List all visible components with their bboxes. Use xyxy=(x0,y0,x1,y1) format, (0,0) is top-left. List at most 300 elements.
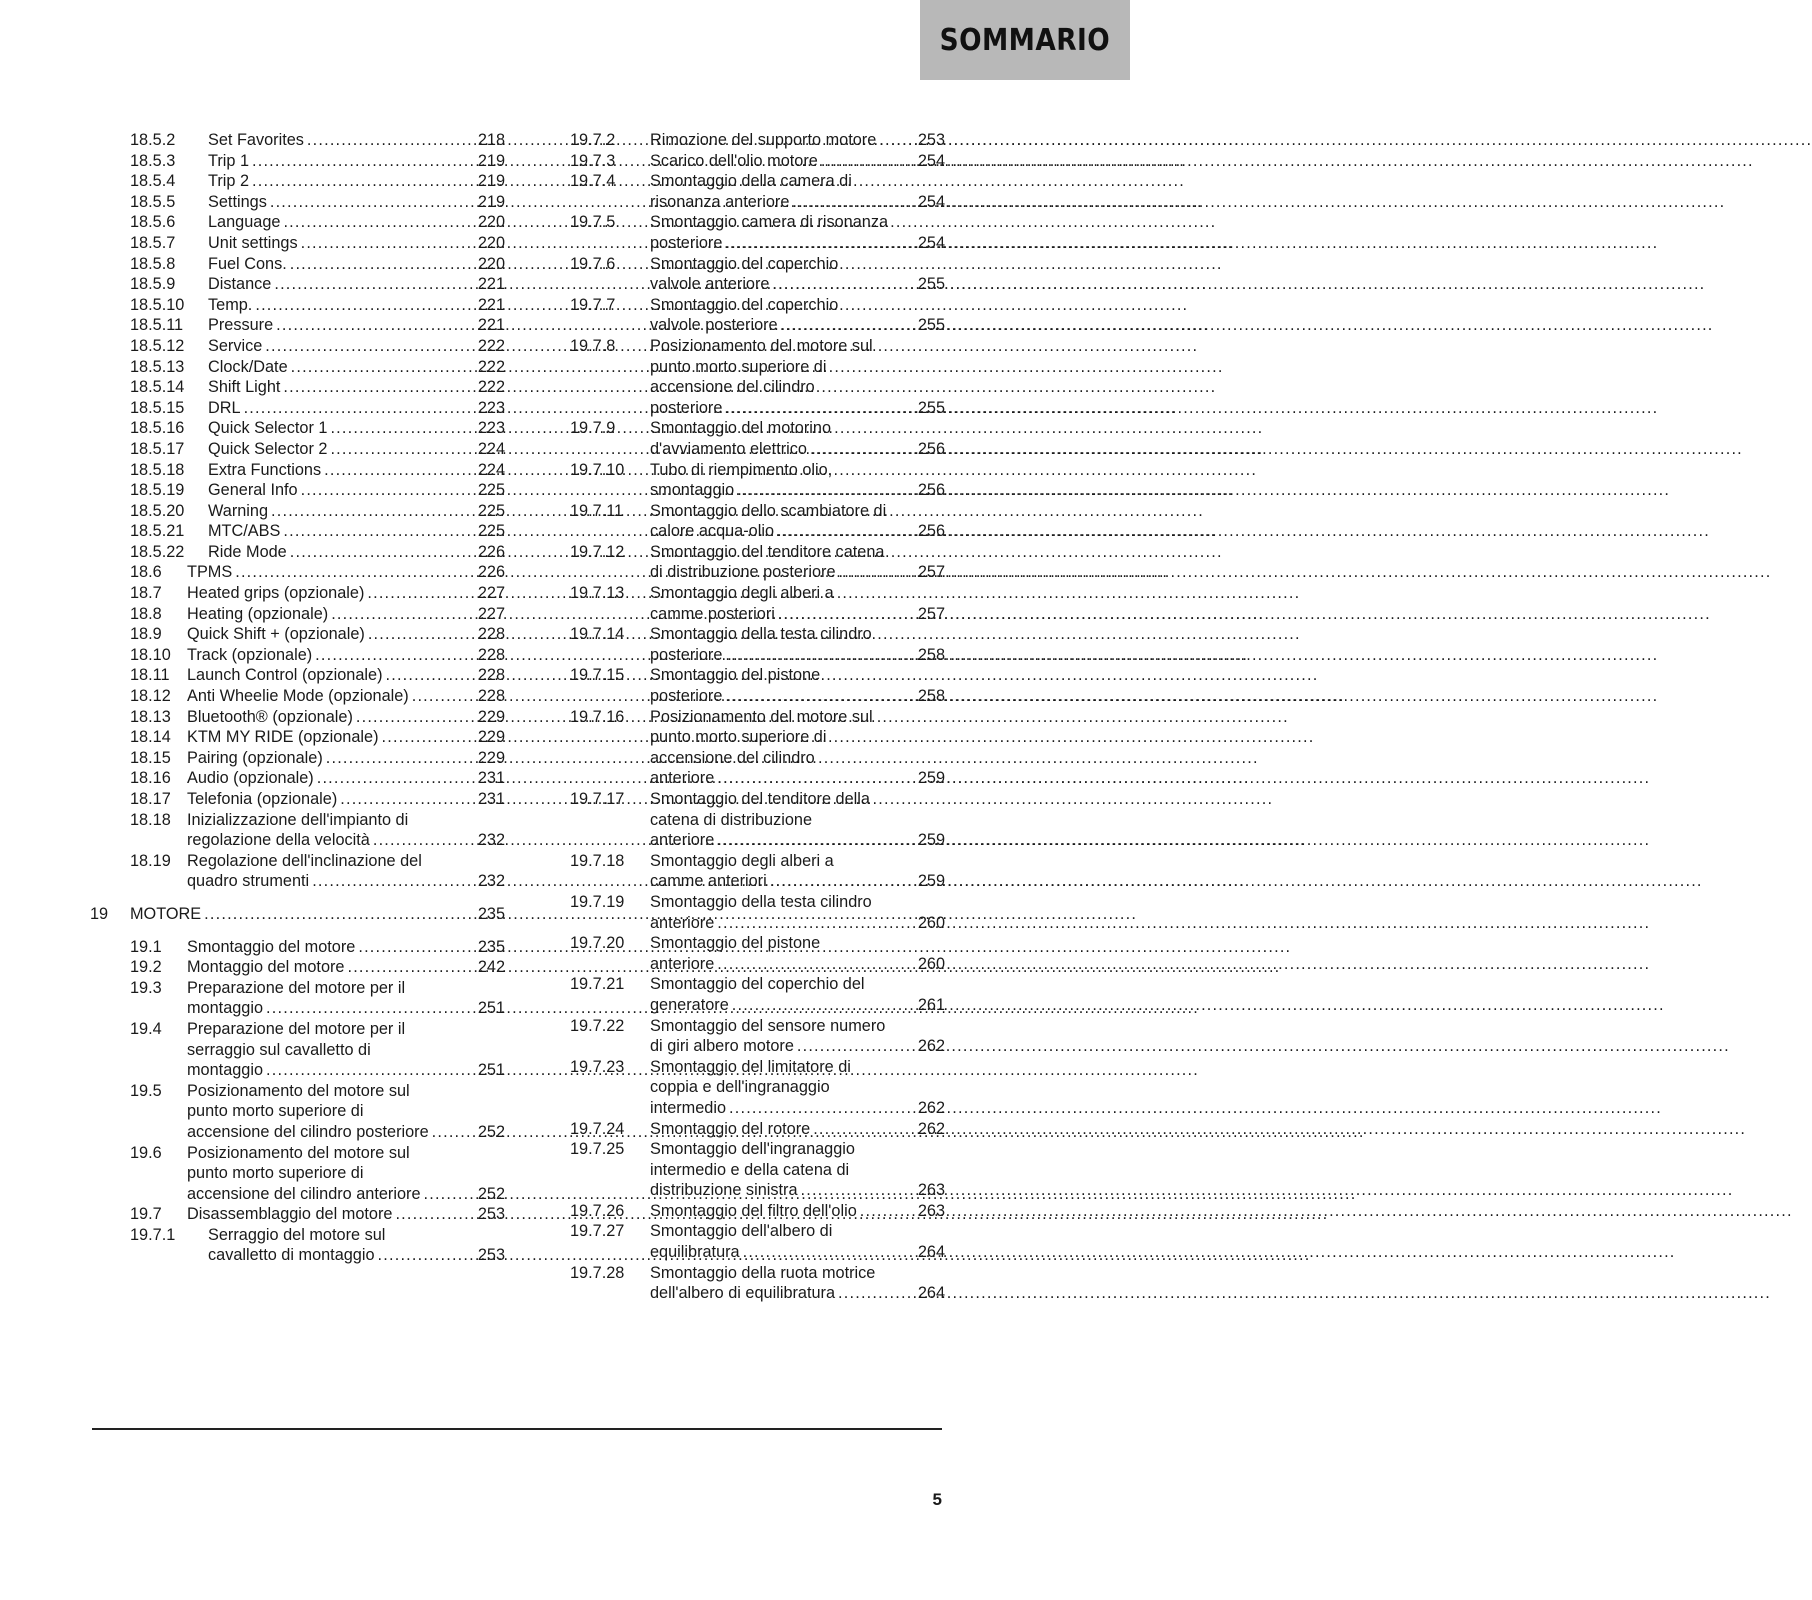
dot-leader xyxy=(879,130,909,151)
dot-leader xyxy=(266,998,469,1019)
toc-entry-page: 254 xyxy=(917,151,945,170)
dot-leader xyxy=(252,151,469,172)
toc-entry-title-line: Preparazione del motore per il xyxy=(187,978,406,997)
toc-entry-number: 19.6 xyxy=(130,1143,162,1162)
dot-leader xyxy=(797,1036,909,1057)
toc-entry[interactable] xyxy=(570,130,945,151)
toc-entry-number: 18.17 xyxy=(130,790,171,808)
toc-entry-title-line: Smontaggio dello scambiatore di xyxy=(650,501,887,520)
toc-entry[interactable] xyxy=(90,151,505,172)
toc-entry-number: 18.6 xyxy=(130,563,162,582)
toc-entry-title: Smontaggio del rotore xyxy=(650,1119,811,1138)
toc-entry-title: Heated grips (opzionale) xyxy=(187,584,365,603)
toc-entry-page: 235 xyxy=(477,904,505,923)
toc-entry[interactable] xyxy=(570,501,945,542)
toc-entry-number: 18.16 xyxy=(130,769,171,788)
toc-entry[interactable] xyxy=(90,254,505,275)
toc-entry[interactable] xyxy=(90,357,505,378)
toc-entry[interactable] xyxy=(570,336,945,418)
toc-entry-number: 19.7.6 xyxy=(570,254,616,273)
toc-entry-title-line: Smontaggio del motorino xyxy=(650,419,832,438)
toc-entry[interactable] xyxy=(90,768,505,789)
toc-entry[interactable] xyxy=(90,521,505,542)
dot-leader xyxy=(307,130,469,151)
toc-entry[interactable] xyxy=(90,978,505,1019)
toc-entry-number: 19.7.20 xyxy=(570,934,625,953)
toc-entry[interactable] xyxy=(570,624,945,665)
toc-entry-title-line: Smontaggio del pistone xyxy=(650,666,821,685)
toc-entry[interactable] xyxy=(90,810,505,851)
toc-entry-number: 18.5.2 xyxy=(130,131,176,149)
toc-column-left xyxy=(90,130,505,1266)
toc-entry-number: 18.7 xyxy=(130,584,162,603)
toc-entry-page: 223 xyxy=(477,398,505,417)
toc-entry-title: posteriore xyxy=(650,645,723,664)
toc-entry-title: accensione del cilindro anteriore xyxy=(187,1184,421,1203)
toc-entry-page: 225 xyxy=(477,522,505,541)
toc-entry[interactable] xyxy=(570,1201,945,1222)
toc-entry[interactable] xyxy=(570,892,945,933)
toc-entry[interactable] xyxy=(570,460,945,501)
dot-leader xyxy=(821,151,909,172)
toc-entry-number: 19.5 xyxy=(130,1081,162,1100)
toc-entry[interactable] xyxy=(90,130,505,151)
toc-entry[interactable] xyxy=(570,418,945,459)
toc-entry-page: 228 xyxy=(477,666,505,685)
toc-entry-title: General Info xyxy=(208,481,298,500)
dot-leader xyxy=(792,192,909,213)
toc-entry-title: Warning xyxy=(208,501,269,520)
dot-leader xyxy=(244,398,469,419)
toc-entry-title-line: Smontaggio del limitatore di xyxy=(650,1057,851,1076)
toc-entry-number: 18.5.5 xyxy=(130,192,176,211)
toc-entry-number: 19 xyxy=(90,904,109,923)
toc-entry-number: 18.5.19 xyxy=(130,481,185,500)
toc-entry[interactable] xyxy=(90,1204,505,1225)
toc-entry-page: 251 xyxy=(477,999,505,1018)
toc-entry-page: 259 xyxy=(917,831,945,850)
toc-entry-page: 219 xyxy=(477,151,505,170)
toc-entry-page: 220 xyxy=(477,233,505,252)
toc-entry-page: 253 xyxy=(477,1246,505,1265)
dot-leader xyxy=(386,665,470,686)
toc-entry-title: cavalletto di montaggio xyxy=(208,1246,375,1265)
toc-entry-number: 19.7.4 xyxy=(570,172,616,191)
toc-entry-page: 242 xyxy=(477,958,505,977)
toc-entry-title: Montaggio del motore xyxy=(187,958,345,977)
toc-entry-number: 18.13 xyxy=(130,707,171,726)
toc-entry-title-line: serraggio sul cavalletto di xyxy=(187,1040,371,1059)
toc-entry-number: 19.7.3 xyxy=(570,151,616,170)
toc-entry-title: Quick Selector 2 xyxy=(208,439,328,458)
toc-entry[interactable] xyxy=(90,604,505,625)
toc-entry-number: 18.5.14 xyxy=(130,378,185,397)
dot-leader xyxy=(340,789,469,810)
toc-entry[interactable] xyxy=(90,1143,505,1205)
toc-entry[interactable] xyxy=(570,974,945,1015)
toc-entry-title: risonanza anteriore xyxy=(650,192,790,211)
dot-leader xyxy=(732,995,909,1016)
dot-leader xyxy=(781,315,909,336)
toc-entry-number: 18.8 xyxy=(130,604,162,623)
toc-entry[interactable] xyxy=(90,937,505,958)
dot-leader xyxy=(725,398,909,419)
toc-entry[interactable] xyxy=(90,171,505,192)
dot-leader xyxy=(743,1242,909,1263)
dot-leader xyxy=(813,1119,909,1140)
toc-entry-number: 19.4 xyxy=(130,1019,162,1038)
dot-leader xyxy=(356,707,469,728)
dot-leader xyxy=(315,645,469,666)
toc-entry[interactable] xyxy=(570,1057,945,1119)
toc-entry[interactable] xyxy=(90,274,505,295)
toc-entry-number: 19.7.9 xyxy=(570,419,616,438)
dot-leader xyxy=(326,748,469,769)
toc-entry-title-line: Preparazione del motore per il xyxy=(187,1019,406,1038)
toc-entry-page: 222 xyxy=(477,357,505,376)
toc-entry-page: 256 xyxy=(917,522,945,541)
dot-leader xyxy=(291,357,469,378)
toc-entry-title-line: Smontaggio della ruota motrice xyxy=(650,1263,876,1282)
dot-leader xyxy=(839,562,909,583)
dot-leader xyxy=(271,501,469,522)
toc-entry[interactable] xyxy=(90,439,505,460)
toc-entry[interactable] xyxy=(90,315,505,336)
toc-entry-number: 18.5.13 xyxy=(130,357,185,376)
toc-entry-title: posteriore xyxy=(650,398,723,417)
toc-entry-number: 19.7.2 xyxy=(570,131,616,149)
toc-entry-number: 19.7.15 xyxy=(570,666,625,685)
toc-entry-title-line: punto morto superiore di xyxy=(187,1164,364,1183)
toc-entry[interactable] xyxy=(90,418,505,439)
toc-entry[interactable] xyxy=(90,851,505,892)
dot-leader xyxy=(373,830,469,851)
toc-entry-page: 264 xyxy=(917,1243,945,1262)
toc-entry-number: 19.7.14 xyxy=(570,625,625,644)
toc-entry[interactable] xyxy=(90,727,505,748)
toc-entry-title: generatore xyxy=(650,995,729,1014)
toc-entry-title-line: Posizionamento del motore sul xyxy=(650,336,873,355)
toc-entry-page: 258 xyxy=(917,687,945,706)
toc-entry-title-line: Regolazione dell'inclinazione del xyxy=(187,851,422,870)
toc-entry-title: MOTORE xyxy=(130,904,202,923)
toc-entry-title-line: Smontaggio camera di risonanza xyxy=(650,213,889,232)
toc-entry[interactable] xyxy=(570,789,945,851)
toc-entry-title: regolazione della velocità xyxy=(187,831,370,850)
toc-entry-title-line: Smontaggio dell'ingranaggio xyxy=(650,1140,855,1159)
dot-leader xyxy=(255,295,469,316)
toc-entry[interactable] xyxy=(90,562,505,583)
toc-entry-page: 218 xyxy=(477,131,505,149)
toc-entry-page: 259 xyxy=(917,872,945,891)
dot-leader xyxy=(378,1245,469,1266)
toc-entry-title: dell'albero di equilibratura xyxy=(650,1284,836,1303)
toc-entry-number: 19.7.22 xyxy=(570,1016,625,1035)
toc-entry[interactable] xyxy=(570,933,945,974)
toc-entry-title: distribuzione sinistra xyxy=(650,1181,798,1200)
toc-entry-number: 19.7.10 xyxy=(570,460,625,479)
toc-entry[interactable] xyxy=(90,336,505,357)
toc-entry-page: 252 xyxy=(477,1184,505,1203)
toc-entry-title: TPMS xyxy=(187,563,233,582)
toc-entry-title: calore acqua-olio xyxy=(650,522,774,541)
toc-entry[interactable] xyxy=(90,542,505,563)
toc-entry-title-line: Smontaggio del coperchio del xyxy=(650,975,865,994)
toc-entry-page: 224 xyxy=(477,460,505,479)
toc-entry-title: Quick Shift + (opzionale) xyxy=(187,625,365,644)
toc-entry[interactable] xyxy=(90,665,505,686)
dot-leader xyxy=(330,418,469,439)
toc-entry-title: Track (opzionale) xyxy=(187,645,313,664)
dot-leader xyxy=(347,957,469,978)
toc-entry-title: Language xyxy=(208,213,281,232)
toc-entry-number: 19.2 xyxy=(130,958,162,977)
toc-entry-number: 19.7.19 xyxy=(570,892,625,911)
toc-entry[interactable] xyxy=(90,1225,505,1266)
toc-entry-page: 255 xyxy=(917,275,945,294)
toc-entry-title: Ride Mode xyxy=(208,542,287,561)
toc-entry-title-line: Smontaggio degli alberi a xyxy=(650,851,834,870)
toc-entry-number: 19.7.24 xyxy=(570,1119,625,1138)
toc-entry-page: 226 xyxy=(477,563,505,582)
toc-entry[interactable] xyxy=(570,707,945,789)
toc-entry[interactable] xyxy=(90,295,505,316)
dot-leader xyxy=(290,254,469,275)
toc-entry-number: 19.7.16 xyxy=(570,707,625,726)
toc-entry-title: di giri albero motore xyxy=(650,1037,794,1056)
toc-entry[interactable] xyxy=(570,1016,945,1057)
toc-entry-title-line: punto morto superiore di xyxy=(650,357,827,376)
toc-entry-page: 221 xyxy=(477,316,505,335)
toc-entry-page: 254 xyxy=(917,192,945,211)
toc-entry-title-line: accensione del cilindro xyxy=(650,378,815,397)
dot-leader xyxy=(725,233,909,254)
toc-entry-page: 229 xyxy=(477,707,505,726)
toc-entry[interactable] xyxy=(90,789,505,810)
dot-leader xyxy=(330,439,469,460)
dot-leader xyxy=(412,686,469,707)
toc-entry[interactable] xyxy=(90,398,505,419)
toc-entry-page: 261 xyxy=(917,995,945,1014)
section-header-tab xyxy=(920,0,1130,80)
dot-leader xyxy=(860,1201,909,1222)
toc-entry-title: KTM MY RIDE (opzionale) xyxy=(187,728,379,747)
toc-entry-number: 19.7.8 xyxy=(570,336,616,355)
toc-entry-title: Shift Light xyxy=(208,378,281,397)
toc-entry-number: 18.5.3 xyxy=(130,151,176,170)
section-title: SOMMARIO xyxy=(939,22,1111,58)
toc-entry-title: Clock/Date xyxy=(208,357,288,376)
toc-entry[interactable] xyxy=(570,851,945,892)
toc-entry[interactable] xyxy=(570,295,945,336)
toc-entry[interactable] xyxy=(90,480,505,501)
toc-entry-title: anteriore xyxy=(650,954,715,973)
toc-entry[interactable] xyxy=(570,171,945,212)
toc-entry-number: 18.5.6 xyxy=(130,213,176,232)
toc-entry-title-line: Posizionamento del motore sul xyxy=(650,707,873,726)
toc-entry[interactable] xyxy=(90,645,505,666)
dot-leader xyxy=(274,274,469,295)
toc-entry[interactable] xyxy=(570,665,945,706)
toc-entry-title-line: Posizionamento del motore sul xyxy=(187,1081,410,1100)
toc-entry[interactable] xyxy=(90,212,505,233)
toc-entry-page: 232 xyxy=(477,872,505,891)
dot-leader xyxy=(717,954,909,975)
toc-entry-title: posteriore xyxy=(650,233,723,252)
toc-entry[interactable] xyxy=(570,583,945,624)
toc-entry-title: valvole posteriore xyxy=(650,316,778,335)
toc-entry-number: 19.7.17 xyxy=(570,790,625,808)
toc-entry-title-line: Posizionamento del motore sul xyxy=(187,1143,410,1162)
toc-entry[interactable] xyxy=(90,583,505,604)
toc-entry-number: 18.5.12 xyxy=(130,336,185,355)
toc-entry[interactable] xyxy=(570,212,945,253)
toc-entry[interactable] xyxy=(90,748,505,769)
toc-entry-page: 253 xyxy=(917,131,945,149)
toc-entry-title-line: coppia e dell'ingranaggio xyxy=(650,1078,830,1097)
toc-entry-page: 255 xyxy=(917,316,945,335)
toc-entry[interactable] xyxy=(90,904,505,925)
toc-entry-title-line: catena di distribuzione xyxy=(650,810,813,829)
toc-entry-title: quadro strumenti xyxy=(187,872,310,891)
toc-entry-title-line: Smontaggio della testa cilindro xyxy=(650,892,872,911)
toc-entry[interactable] xyxy=(570,1139,945,1201)
toc-entry[interactable] xyxy=(90,1081,505,1143)
toc-entry-number: 18.5.16 xyxy=(130,419,185,438)
dot-leader xyxy=(770,871,909,892)
toc-entry[interactable] xyxy=(90,233,505,254)
toc-entry-title-line: Smontaggio del tenditore catena xyxy=(650,542,885,561)
toc-entry-number: 18.10 xyxy=(130,645,171,664)
dot-leader xyxy=(725,645,909,666)
toc-entry[interactable] xyxy=(570,254,945,295)
dot-leader xyxy=(432,1122,469,1143)
toc-entry-page: 228 xyxy=(477,687,505,706)
toc-entry-title: Temp. xyxy=(208,295,253,314)
toc-entry-title: accensione del cilindro posteriore xyxy=(187,1122,429,1141)
dot-leader xyxy=(290,542,469,563)
dot-leader xyxy=(778,604,909,625)
toc-entry[interactable] xyxy=(90,1019,505,1081)
toc-entry-page: 263 xyxy=(917,1201,945,1220)
toc-entry-number: 19.3 xyxy=(130,978,162,997)
toc-entry-page: 232 xyxy=(477,831,505,850)
toc-entry-title: smontaggio xyxy=(650,481,735,500)
toc-entry-number: 19.7.28 xyxy=(570,1263,625,1282)
toc-entry-page: 253 xyxy=(477,1205,505,1224)
toc-entry-page: 257 xyxy=(917,563,945,582)
toc-entry[interactable] xyxy=(570,542,945,583)
toc-entry-page: 223 xyxy=(477,419,505,438)
toc-entry[interactable] xyxy=(90,501,505,522)
toc-entry-title: Service xyxy=(208,336,263,355)
toc-entry-title: Smontaggio del motore xyxy=(187,937,356,956)
toc-entry-page: 254 xyxy=(917,233,945,252)
dot-leader xyxy=(838,1283,909,1304)
toc-entry-title-line: Smontaggio del coperchio xyxy=(650,254,839,273)
dot-leader xyxy=(324,460,469,481)
toc-entry-page: 229 xyxy=(477,728,505,747)
dot-leader xyxy=(283,212,469,233)
toc-entry-number: 19.7.7 xyxy=(570,295,616,314)
toc-entry-number: 18.5.4 xyxy=(130,172,176,191)
toc-entry[interactable] xyxy=(90,192,505,213)
toc-entry-page: 231 xyxy=(477,790,505,808)
toc-entry-page: 225 xyxy=(477,501,505,520)
toc-entry-title-line: Smontaggio del tenditore della xyxy=(650,790,870,808)
toc-entry-title: Launch Control (opzionale) xyxy=(187,666,383,685)
toc-entry-title: DRL xyxy=(208,398,241,417)
toc-entry-number: 18.5.18 xyxy=(130,460,185,479)
toc-entry-number: 18.19 xyxy=(130,851,171,870)
dot-leader xyxy=(301,480,469,501)
toc-entry-title: Set Favorites xyxy=(208,131,304,149)
toc-entry[interactable] xyxy=(570,1119,945,1140)
toc-entry-page: 221 xyxy=(477,295,505,314)
dot-leader xyxy=(283,377,469,398)
toc-entry-page: 235 xyxy=(477,937,505,956)
toc-entry-number: 19.7.18 xyxy=(570,851,625,870)
dot-leader xyxy=(252,171,469,192)
toc-entry-page: 252 xyxy=(477,1122,505,1141)
toc-entry-title: Bluetooth® (opzionale) xyxy=(187,707,353,726)
toc-entry[interactable] xyxy=(570,151,945,172)
toc-entry-number: 18.5.17 xyxy=(130,439,185,458)
dot-leader xyxy=(717,768,909,789)
toc-entry-title-line: punto morto superiore di xyxy=(187,1102,364,1121)
dot-leader xyxy=(717,913,909,934)
dot-leader xyxy=(395,1204,469,1225)
toc-entry[interactable] xyxy=(90,686,505,707)
toc-entry-page: 259 xyxy=(917,769,945,788)
toc-entry-page: 228 xyxy=(477,625,505,644)
toc-entry[interactable] xyxy=(570,1221,945,1262)
toc-entry-title: Telefonia (opzionale) xyxy=(187,790,338,808)
toc-entry-title: montaggio xyxy=(187,999,264,1018)
toc-entry-page: 227 xyxy=(477,584,505,603)
dot-leader xyxy=(317,768,469,789)
dot-leader xyxy=(301,233,469,254)
toc-entry[interactable] xyxy=(90,377,505,398)
dot-leader xyxy=(725,686,909,707)
toc-entry-title: Rimozione del supporto motore xyxy=(650,131,877,149)
toc-entry-page: 228 xyxy=(477,645,505,664)
toc-entry-title: Disassemblaggio del motore xyxy=(187,1205,393,1224)
toc-entry[interactable] xyxy=(90,624,505,645)
toc-entry-number: 18.9 xyxy=(130,625,162,644)
toc-entry[interactable] xyxy=(570,1263,945,1304)
toc-entry-number: 19.7.1 xyxy=(130,1225,176,1244)
toc-entry-title-line: Smontaggio del sensore numero xyxy=(650,1016,886,1035)
toc-entry-number: 19.7.27 xyxy=(570,1222,625,1241)
toc-entry-page: 262 xyxy=(917,1098,945,1117)
toc-entry-title: anteriore xyxy=(650,769,715,788)
toc-entry-number: 19.7.21 xyxy=(570,975,625,994)
toc-entry-page: 219 xyxy=(477,192,505,211)
toc-entry-title: Pressure xyxy=(208,316,274,335)
toc-entry-number: 19.7.25 xyxy=(570,1140,625,1159)
toc-entry-page: 264 xyxy=(917,1284,945,1303)
toc-entry-title: Quick Selector 1 xyxy=(208,419,328,438)
toc-entry-page: 262 xyxy=(917,1037,945,1056)
toc-entry-title: intermedio xyxy=(650,1098,727,1117)
toc-entry-title: anteriore xyxy=(650,831,715,850)
toc-entry[interactable] xyxy=(90,460,505,481)
toc-entry[interactable] xyxy=(90,707,505,728)
toc-entry[interactable] xyxy=(90,957,505,978)
toc-entry-page: 251 xyxy=(477,1061,505,1080)
toc-entry-number: 18.5.11 xyxy=(130,316,184,335)
